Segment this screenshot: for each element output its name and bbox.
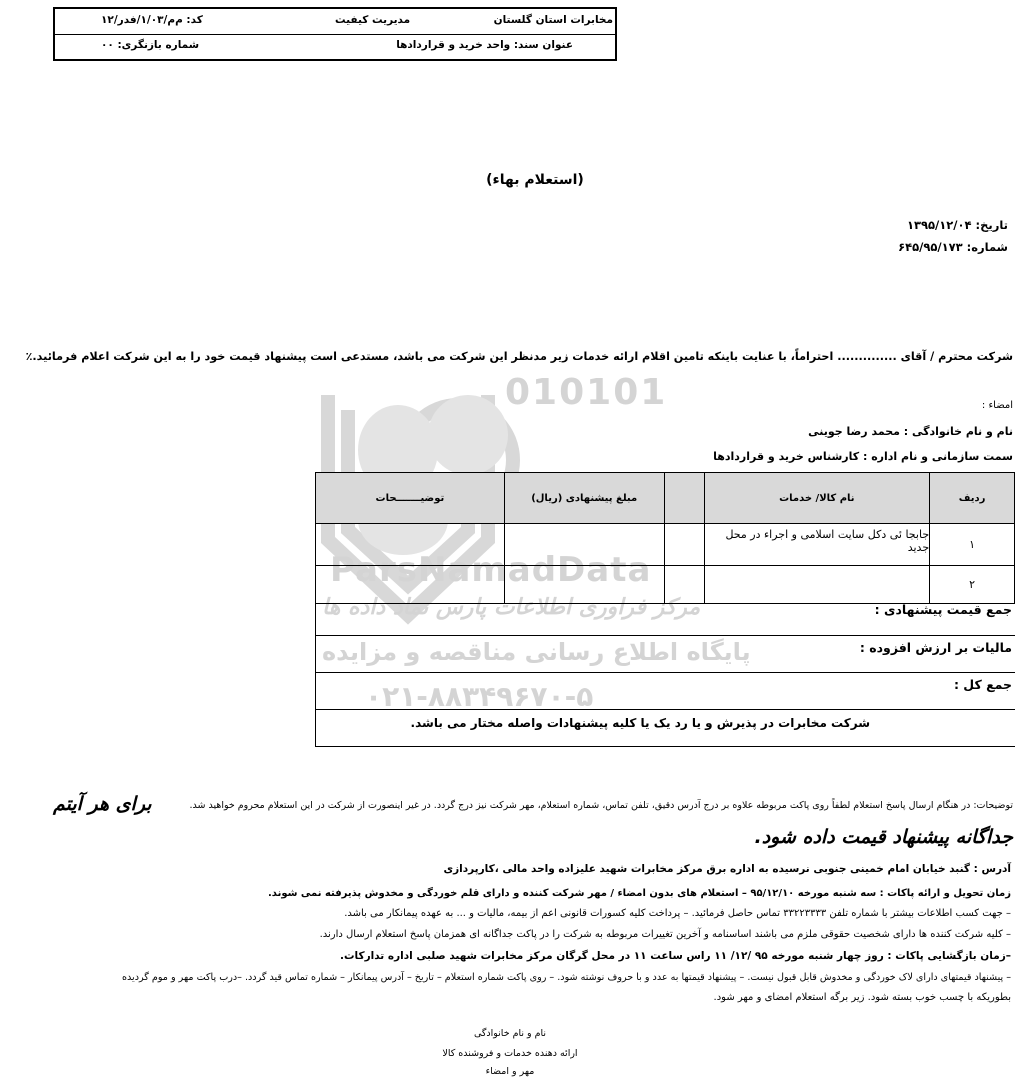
cell-row-no: ۱	[930, 524, 1015, 566]
table-header-row	[316, 473, 1015, 524]
revision-number: شماره بازنگری: ۰۰	[101, 39, 200, 51]
emphasis-separate-quote: جداگانه پیشنهاد قیمت داده شود.	[754, 826, 1013, 848]
emphasis-each-item: برای هر آیتم	[53, 793, 152, 815]
date-label: تاریخ: ۱۳۹۵/۱۲/۰۴	[906, 218, 1008, 232]
position-label: سمت سازمانی و نام اداره : کارشناس خرید و قراردادها	[713, 450, 1013, 463]
dept-name: مدیریت کیفیت	[335, 14, 411, 26]
footer-provider: ارائه دهنده خدمات و فروشنده کالا	[442, 1048, 578, 1059]
col-header-notes: توضیـــــــحات	[316, 473, 505, 524]
col-header-price: مبلغ پیشنهادی (ریال)	[504, 473, 664, 524]
intro-text: شرکت محترم / آقای .............. احتراماً، با عنایت باینکه تامین اقلام ارائه خدمات زیر مدنظر این شرکت می باشد، مستدعی است پیشنهاد قیمت خود را به این شرکت اعلام فرمائید.٪	[25, 350, 1013, 363]
doc-code: کد: م‌م/۱/۰۳/فدر/۱۲	[101, 14, 203, 26]
cell-price	[504, 524, 664, 566]
info-line: – جهت کسب اطلاعات بیشتر با شماره تلفن ۳۳۲۲۳۳۳۳ تماس حاصل فرمائید. – پرداخت کلیه کسورات قانونی اعم از بیمه، مالیات و ... به عهده پیمانکار می باشد.	[344, 908, 1011, 919]
delivery-line: زمان تحویل و ارائه پاکات : سه شنبه مورخه ۹۵/۱۲/۱۰ – استعلام های بدون امضاء / مهر شرکت کننده و دارای قلم خوردگی و مخدوش پذیرفته نمی شوند.	[268, 888, 1011, 899]
watermark-line-1: مرکز فراوری اطلاعات پارس نماد داده ها	[322, 595, 701, 620]
watermark-digits: 010101	[505, 372, 668, 413]
reserve-box	[315, 710, 1015, 747]
rules-line-1: – پیشنهاد قیمتهای دارای لاک خوردگی و مخدوش قابل قبول نیست. – پیشنهاد قیمتها به عدد و با حروف نوشته شود. – روی پاکت شماره استعلام – تاریخ – آدرس پیمانکار – شماره تماس قید گردد. –درب پاکت مهر و موم گردیده	[121, 972, 1011, 983]
watermark-brand: ParsNamadData	[330, 550, 652, 590]
col-header-row-no: ردیف	[930, 473, 1015, 524]
vat-box	[315, 636, 1015, 673]
footer-name: نام و نام خانوادگی	[473, 1028, 547, 1039]
cell-row-no: ۲	[930, 566, 1015, 604]
items-table	[315, 472, 1015, 604]
page-title: (استعلام بهاء)	[486, 172, 584, 188]
watermark-line-2: پایگاه اطلاع رسانی مناقصه و مزایده	[322, 638, 751, 666]
document-header	[53, 7, 617, 61]
signature-label: امضاء :	[981, 400, 1013, 411]
reserve-note: شرکت مخابرات در پذیرش و یا رد یک یا کلیه پیشنهادات واصله مختار می باشد.	[410, 716, 870, 730]
header-row-1	[55, 9, 615, 35]
cell-notes	[316, 524, 505, 566]
legal-line: – کلیه شرکت کننده ها دارای شخصیت حقوقی ملزم می باشند اساسنامه و آخرین تغییرات مربوطه به شرکت را در پاکت جداگانه ای همزمان پاسخ استعلام ارسال دارند.	[319, 929, 1011, 940]
cell-item: جابجا ئی دکل سایت اسلامی و اجراء در محل جدید	[704, 524, 930, 566]
org-name: مخابرات استان گلستان	[493, 14, 613, 26]
col-header-item: نام کالا/ خدمات	[704, 473, 930, 524]
grand-total-label: جمع کل :	[953, 677, 1012, 692]
number-label: شماره: ۶۴۵/۹۵/۱۷۳	[898, 240, 1008, 254]
explanation-line	[0, 795, 1015, 817]
doc-title: عنوان سند: واحد خرید و قراردادها	[396, 39, 573, 51]
footer-seal: مهر و امضاء	[485, 1066, 535, 1077]
col-header-blank	[664, 473, 704, 524]
watermark-phone: ۰۲۱-۸۸۳۴۹۶۷۰-۵	[365, 680, 594, 713]
name-label: نام و نام خانوادگی : محمد رضا جوینی	[808, 425, 1013, 438]
total-offer-label: جمع قیمت پیشنهادی :	[874, 602, 1012, 617]
cell-blank	[664, 524, 704, 566]
grand-total-box	[315, 673, 1015, 710]
vat-label: مالیات بر ارزش افزوده :	[859, 640, 1012, 655]
opening-line: –زمان بازگشایی پاکات : روز چهار شنبه مورخه ۹۵ /۱۲/ ۱۱ راس ساعت ۱۱ در محل گرگان مرکز مخابرات شهید صلبی اداره تدارکات.	[339, 950, 1011, 962]
total-offer-box	[315, 598, 1015, 636]
header-row-2	[55, 34, 615, 59]
rules-line-2: بطوریکه با چسب خوب بسته شود. زیر برگه استعلام امضای و مهر شود.	[713, 992, 1011, 1003]
explanation-text: توضیحات: در هنگام ارسال پاسخ استعلام لطفاً روی پاکت مربوطه علاوه بر درج آدرس دقیق، تلفن تماس، شماره استعلام، مهر شرکت نیز درج گردد. در غیر اینصورت از شرکت در این استعلام محروم خواهید شد.	[189, 800, 1013, 811]
address-line: آدرس : گنبد خیابان امام خمینی جنوبی نرسیده به اداره برق مرکز مخابرات شهید علیزاده واحد مالی ،کارپردازی	[443, 863, 1011, 875]
table-row	[316, 524, 1015, 566]
